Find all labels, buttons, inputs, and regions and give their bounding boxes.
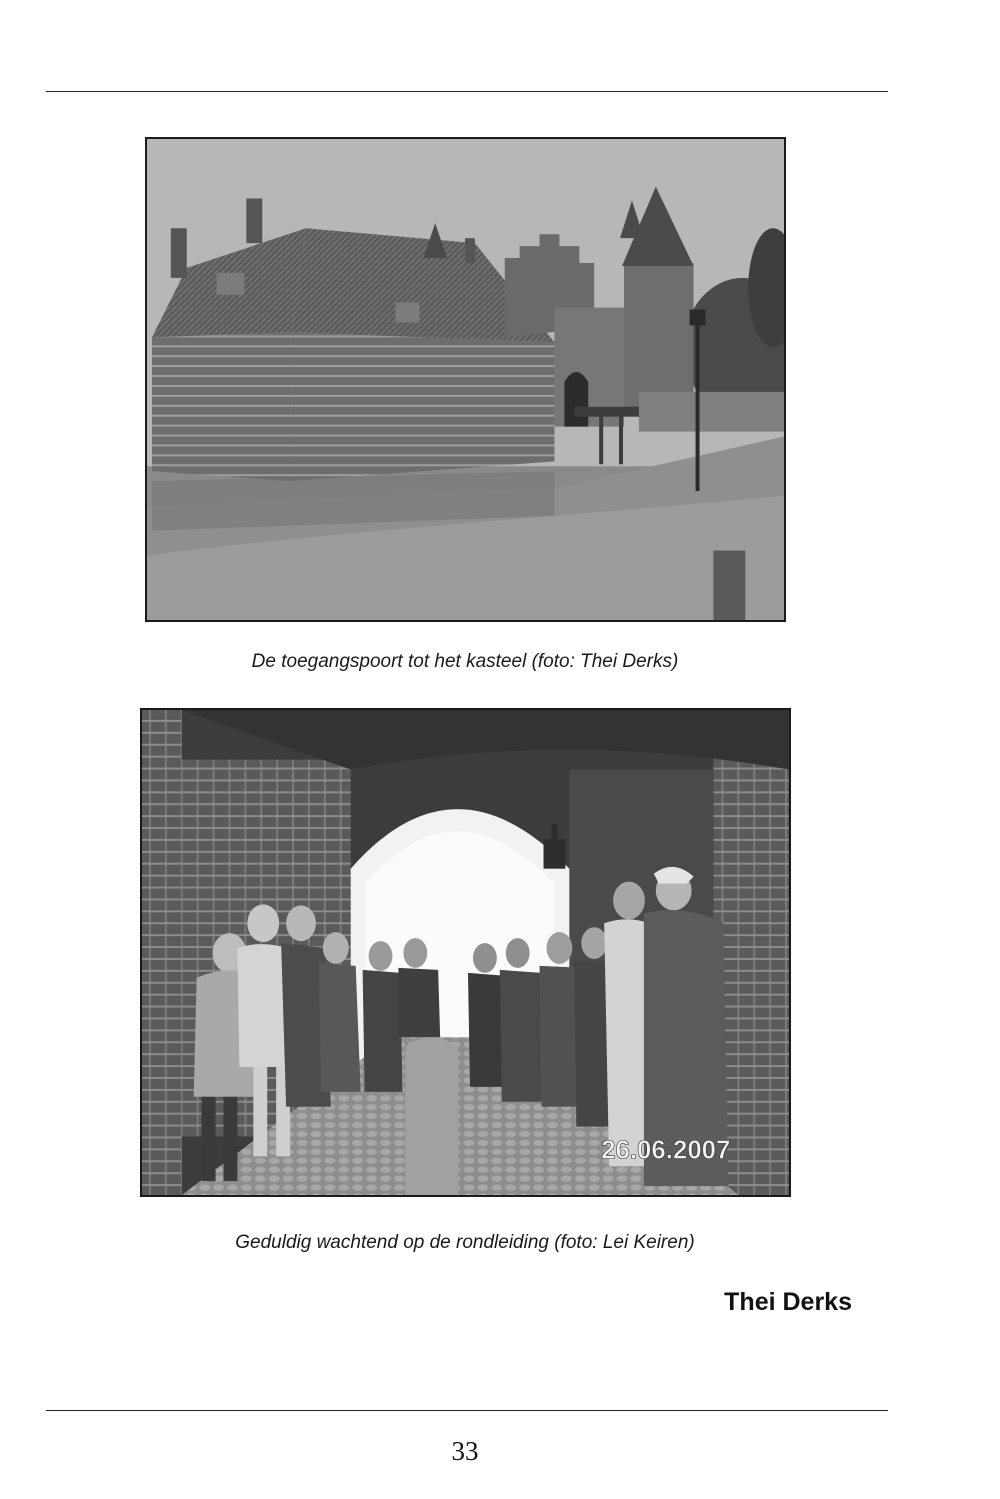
castle-photo [145, 137, 786, 622]
bottom-rule [46, 1410, 888, 1411]
top-rule [46, 91, 888, 92]
author-name: Thei Derks [724, 1288, 852, 1316]
photo-caption-group: Geduldig wachtend op de rondleiding (foto: Lei Keiren) [235, 1232, 695, 1253]
photo-date-stamp: 26.06.2007 [601, 1136, 731, 1165]
photo-caption-castle: De toegangspoort tot het kasteel (foto: Thei Derks) [251, 651, 679, 672]
group-under-gateway-photo [140, 708, 791, 1197]
page-number: 33 [451, 1436, 479, 1466]
